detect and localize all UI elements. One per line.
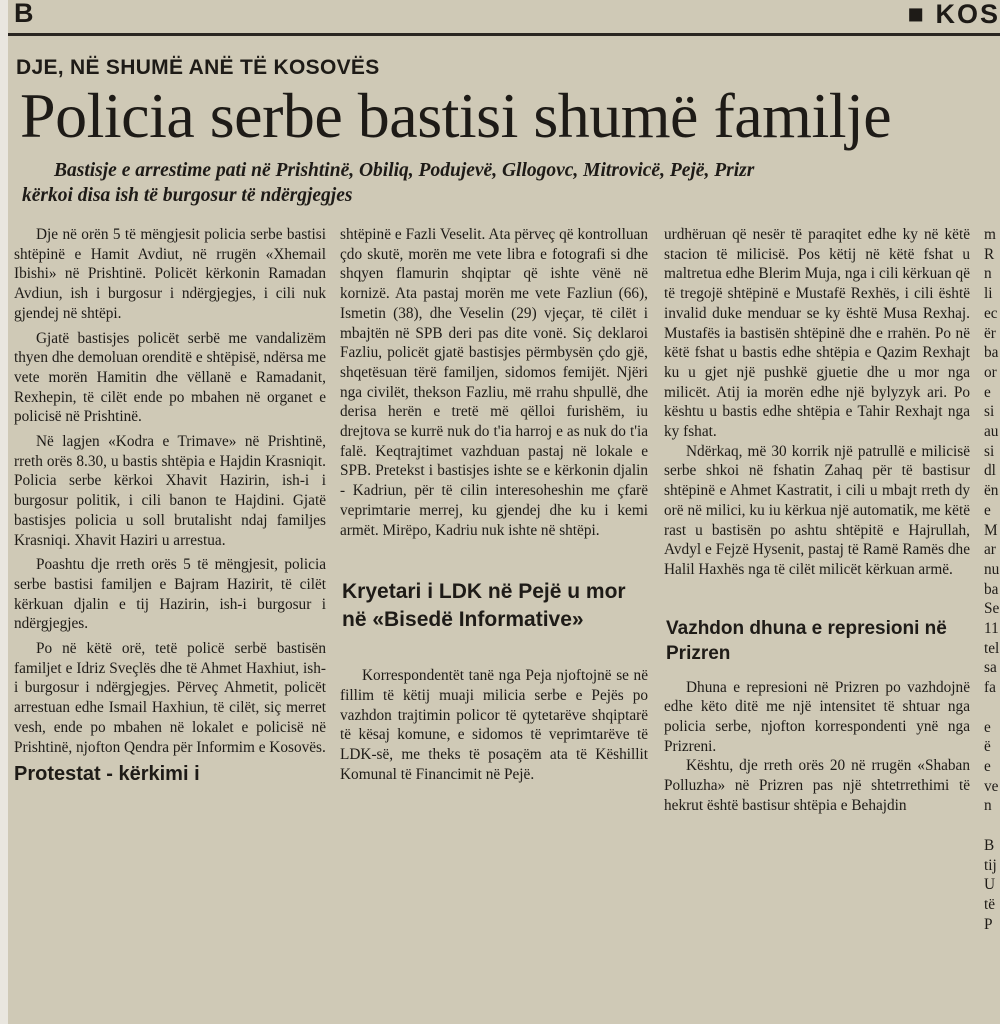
paragraph: shtëpinë e Fazli Veselit. Ata përveç që kontrolluan çdo skutë, morën me vete libra e fotografi si dhe shqyen flamurin shqiptar që ishte vënë në kornizë. Ata pastaj morën me vete Fazliun (66), Ismetin (38), dhe Veselin (29) vjeçar, të cilët i mbajtën në SPB deri pas dite vonë. Siç deklaroi Fazliu, policët gjatë bastisjes përmbysën çdo gjë, shqetësuan tërë familjen, sidomos femijët. Njëri nga civilët, thekson Fazliu, më rrahu shpullë, dhe derisa herën e tretë më qëlloi furishëm, iu drejtova se kurrë nuk do t'ia harroj e as nuk do t'ia falë. Keqtrajtimet vazhduan pastaj në lokale e SPB. Pretekst i bastisjes ishte se e kërkonin djalin - Kadriun, për të cilin interesoheshin me çfarë veprimtarie merrej, ku gjendej dhe ku i kemi armët. Mirëpo, Kadriu nuk ishte në shtëpi. bbox=[340, 226, 648, 539]
column-4-fragment: m bbox=[984, 226, 996, 243]
column-4-fragment: ba bbox=[984, 344, 999, 362]
subheading-prizren: Vazhdon dhuna e represioni në Prizren bbox=[666, 617, 947, 664]
column-4-fragment: ër bbox=[984, 324, 996, 342]
column-4-fragment: tij bbox=[984, 856, 997, 874]
article-headline: Policia serbe bastisi shumë familje bbox=[20, 80, 892, 151]
article-subhead bbox=[22, 158, 1000, 218]
column-4-fragment: fa bbox=[984, 679, 996, 697]
column-4-fragment: ec bbox=[984, 304, 998, 322]
column-4-fragment: 11 bbox=[984, 620, 999, 638]
paragraph: Dhuna e represioni në Prizren po vazhdojnë edhe këto ditë me një intensitet të shtuar nga policia serbe, njofton korrespondenti ynë nga Prizreni. bbox=[664, 678, 970, 755]
column-4-fragment: e bbox=[984, 383, 991, 401]
column-4-fragment: ë bbox=[984, 738, 991, 756]
column-4-fragment: si bbox=[984, 403, 995, 421]
column-4-cropped bbox=[984, 225, 1000, 1020]
paragraph: urdhëruan që nesër të paraqitet edhe ky në këtë stacion të milicisë. Pos këtij në këtë fshat u maltretua edhe Blerim Muja, nga i cili kërkuan që të tregojë shtëpinë e Mustafë Rexhës, i cili është invalid duke menduar se ky është Musa Rexhaj. Mustafës ia bastisën shtëpinë dhe e rrahën. Po në këtë fshat u bastis edhe shtëpia e Qazim Rexhajt ku u gjet një pushkë gjuetie dhe u mor nga milicët. Atij ia morën edhe një bylyzyk ari. Po kështu u bastis edhe shtëpia e Tahir Rexhajt nga ky fshat. bbox=[664, 226, 970, 441]
column-4-fragment: e bbox=[984, 501, 991, 519]
column-4-fragment bbox=[984, 698, 1000, 718]
paragraph: Kështu, dje rreth orës 20 në rrugën «Shaban Polluzha» në Prizren pas një shtetrrethimi të hekrut është bastisur shtëpia e Behajdin bbox=[664, 757, 970, 814]
column-4-fragment: ar bbox=[984, 541, 996, 559]
paragraph: Korrespondentët tanë nga Peja njoftojnë se në fillim të këtij muaji milicia serbe e Pejës po vazhdon trajtimin policor të qytetarëve shqiptarë të kësaj komune, e sidomos të veprimtarëve të LDK-së, me theks të posaçëm ata të Këshillit Komunal të Financimit në Pejë. bbox=[340, 667, 648, 783]
column-4-fragment: R bbox=[984, 245, 995, 263]
paragraph: Po në këtë orë, tetë policë serbë bastisën familjet e Idriz Sveçlës dhe të Ahmet Haxhiut, ish-i burgosur i ndërgjegjes. Përveç Ahmetit, policët arrestuan edhe Ismail Haxhiun, të cilët, siç merret vesh, ende po mbahen në lokalet e policisë në Prishtinë, njofton Qendra për Informim e Kosovës. bbox=[14, 640, 326, 756]
column-3 bbox=[664, 225, 970, 1020]
column-4-fragment: tel bbox=[984, 639, 1000, 657]
page-letter: B bbox=[14, 0, 34, 28]
column-4-fragment: au bbox=[984, 423, 999, 441]
column-4-fragment: ba bbox=[984, 580, 999, 598]
subhead-line-1: Bastisje e arrestime pati në Prishtinë, Obiliq, Podujevë, Gllogovc, Mitrovicë, Pejë, Prizr bbox=[54, 160, 755, 181]
column-4-fragment: dl bbox=[984, 462, 996, 480]
column-2 bbox=[340, 225, 648, 1020]
column-4-fragment: e bbox=[984, 757, 991, 775]
column-4-fragment: sa bbox=[984, 659, 997, 677]
column-1 bbox=[14, 225, 326, 1015]
column-4-fragment: të bbox=[984, 895, 996, 913]
section-name: ■ KOS bbox=[907, 0, 1000, 29]
paragraph: Gjatë bastisjes policët serbë me vandalizëm thyen dhe demoluan orenditë e shtëpisë, ndërsa me vete morën Hamitin dhe vëllanë e Ramadanit, Rexhepin, të cilët ende po mbahen në organet e policisë në Prishtinë. bbox=[14, 329, 326, 426]
paragraph: Në lagjen «Kodra e Trimave» në Prishtinë, rreth orës 8.30, u bastis shtëpia e Hajdin Krasniqit. Policia serbe kërkoi Xhavit Hazirin, ish-i i burgosur politik, i cili banon te Hajdini. Gjatë bastisjes policia u soll brutalisht ndaj familjes Krasniqi. Xhavit Haziri u arrestua. bbox=[14, 433, 326, 549]
column-4-fragment: P bbox=[984, 915, 993, 933]
column-4-fragment: Se bbox=[984, 600, 1000, 618]
column-4-fragment: n bbox=[984, 265, 992, 283]
subhead-line-2: kërkoi disa ish të burgosur të ndërgjegjes bbox=[22, 185, 353, 206]
column-4-fragment: U bbox=[984, 876, 996, 894]
column-4-fragment: n bbox=[984, 797, 992, 815]
column-4-fragment: M bbox=[984, 521, 998, 539]
paragraph: Poashtu dje rreth orës 5 të mëngjesit, policia serbe bastisi familjen e Bajram Hazirit, të cilët kërkuan djalin e tij Hazirin, ish-i burgosur i ndërgjegjes. bbox=[14, 556, 326, 633]
column-4-fragment: e bbox=[984, 718, 991, 736]
page-edge bbox=[0, 0, 8, 1024]
column-1-bottom-heading: Protestat - kërkimi i bbox=[14, 763, 200, 786]
column-4-fragment: ve bbox=[984, 777, 999, 795]
column-4-fragment: li bbox=[984, 285, 993, 303]
column-4-fragment: ën bbox=[984, 482, 999, 500]
column-4-fragment: nu bbox=[984, 560, 1000, 578]
paragraph: Ndërkaq, më 30 korrik një patrullë e milicisë serbe shkoi në fshatin Zahaq për të bastisur shtëpinë e Ahmet Kastratit, i cili u mbajt rreth dy orë në milici, ku iu kërkua një automatik, me këtë rast u bastisën po ashtu shtëpitë e Hajrullah, Avdyl e Fejzë Hysenit, pastaj të Ramë Ramës dhe Halil Haxhës nga të cilët milicët kërkuan armë. bbox=[664, 442, 970, 578]
article-kicker: DJE, NË SHUMË ANË TË KOSOVËS bbox=[16, 56, 380, 79]
column-4-fragment: or bbox=[984, 363, 997, 381]
column-4-fragment bbox=[984, 816, 1000, 836]
masthead bbox=[8, 0, 1000, 34]
subheading-pejë: Kryetari i LDK në Pejë u mor në «Bisedë Informative» bbox=[342, 580, 626, 632]
masthead-rule bbox=[8, 33, 1000, 36]
paragraph: Dje në orën 5 të mëngjesit policia serbe bastisi shtëpinë e Hamit Avdiut, në rrugën «Xhemail Ibishi» në Prishtinë. Policët kërkonin Ramadan Avdiun, ish i burgosur i ndërgjegjes, i cili nuk gjendej në shtëpi. bbox=[14, 226, 326, 322]
column-4-fragment: si bbox=[984, 442, 995, 460]
column-4-fragment: B bbox=[984, 836, 995, 854]
